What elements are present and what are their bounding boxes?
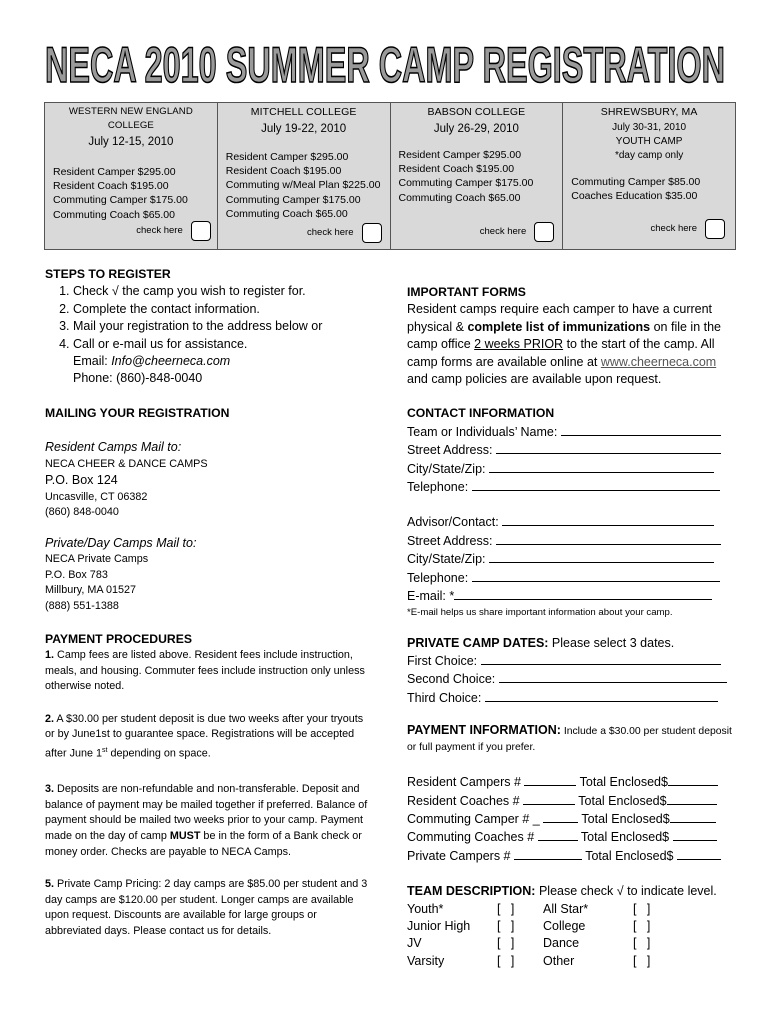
level-label: Dance — [543, 936, 580, 951]
level-checkbox[interactable]: [ ] — [497, 901, 515, 916]
steps-list — [45, 283, 375, 353]
level-label: JV — [407, 936, 422, 951]
payment-row[interactable]: Commuting Coaches # Total Enclosed$ — [407, 828, 732, 846]
payment-info-heading: PAYMENT INFORMATION: Include a $30.00 per student deposit or full payment if you prefer. — [407, 723, 732, 754]
website-link[interactable]: www.cheerneca.com — [600, 354, 717, 369]
level-checkbox[interactable]: [ ] — [497, 918, 515, 933]
date-choice-field[interactable]: First Choice: — [407, 652, 732, 670]
camp-name: WESTERN NEW ENGLAND COLLEGE — [68, 106, 193, 131]
contact-field[interactable]: Advisor/Contact: — [407, 513, 732, 531]
camp-checkbox[interactable] — [534, 222, 554, 242]
camp-name: MITCHELL COLLEGE — [250, 106, 357, 118]
level-checkbox[interactable]: [ ] — [633, 936, 651, 951]
contact-field[interactable]: Team or Individuals’ Name: — [407, 423, 732, 441]
procedure-5: 5. Private Camp Pricing: 2 day camps are $85.00 per student and 3 day camps are $120.00 per student. Longer camps are available upon request. Discounts are available for large groups or abbreviated days. Please contact us for details. — [45, 878, 368, 937]
email-note: *E-mail helps us share important information about your camp. — [407, 606, 673, 618]
contact-field[interactable]: Street Address: — [407, 532, 732, 550]
level-checkbox[interactable]: [ ] — [633, 918, 651, 933]
camp-type: YOUTH CAMP — [615, 136, 683, 147]
team-level-grid — [407, 901, 732, 971]
check-here-label: check here — [650, 223, 697, 234]
mailing-heading: MAILING YOUR REGISTRATION — [45, 405, 230, 420]
step-item: 2. Complete the contact information. — [73, 301, 375, 318]
procedure-1: 1. Camp fees are listed above. Resident fees include instruction, meals, and housing. Commuter fees include instruction only unless otherwise noted. — [45, 649, 365, 693]
camp-fee: Commuting Coach $65.00 — [398, 191, 521, 204]
payment-row[interactable]: Resident Campers # Total Enclosed$ — [407, 773, 732, 791]
steps-heading: STEPS TO REGISTER — [45, 267, 171, 281]
payment-row[interactable]: Resident Coaches # Total Enclosed$ — [407, 792, 732, 810]
resident-address-line: (860) 848-0040 — [45, 506, 119, 519]
contact-field[interactable]: Telephone: — [407, 569, 732, 587]
camp-name: BABSON COLLEGE — [427, 106, 526, 118]
level-label: Varsity — [407, 953, 445, 968]
level-checkbox[interactable]: [ ] — [633, 953, 651, 968]
procedure-3: 3. Deposits are non-refundable and non-transferable. Deposit and balance of payment may be mailed together if preferred. Balance of payment should be mailed two weeks prior to your camp. Payment made on the day of camp MUST be in the form of a Bank check or money order. Checks are payable to NECA Camps. — [45, 783, 368, 858]
camp-checkbox[interactable] — [191, 221, 211, 241]
level-label: College — [543, 918, 586, 933]
camp-checkbox[interactable] — [362, 223, 382, 243]
resident-address-line: Uncasville, CT 06382 — [45, 490, 148, 503]
camp-fee: Resident Coach $195.00 — [53, 180, 169, 193]
check-here-label: check here — [307, 227, 354, 238]
resident-mail-label: Resident Camps Mail to: — [45, 440, 182, 455]
level-checkbox[interactable]: [ ] — [633, 901, 651, 916]
camp-babson — [391, 103, 564, 249]
camp-fee: Commuting w/Meal Plan $225.00 — [225, 179, 381, 192]
step-item: 3. Mail your registration to the address below or — [73, 318, 375, 335]
camp-fee: Commuting Camper $175.00 — [398, 177, 534, 190]
contact-email: Email: Info@cheerneca.com — [73, 354, 231, 369]
camp-fee: Resident Camper $295.00 — [225, 151, 349, 163]
level-label: All Star* — [543, 901, 589, 916]
forms-text: Resident camps require each camper to have a current physical & complete list of immunizations on file in the camp office 2 weeks PRIOR to the start of the camp. All camp forms are available online at www.cheerneca.com and camp policies are available upon request. — [407, 302, 722, 387]
email-link[interactable]: Info@cheerneca.com — [111, 354, 231, 369]
camp-date: July 19-22, 2010 — [261, 123, 347, 135]
private-address-line: (888) 551-1388 — [45, 600, 119, 613]
camp-fee: Commuting Camper $175.00 — [225, 193, 361, 206]
check-here-label: check here — [479, 226, 527, 237]
forms-heading: IMPORTANT FORMS — [407, 285, 526, 299]
camp-checkbox[interactable] — [705, 219, 725, 239]
camp-fee: Resident Coach $195.00 — [398, 163, 515, 176]
step-item: 1. Check √ the camp you wish to register for. — [73, 283, 375, 300]
camp-fee: Commuting Coach $65.00 — [53, 208, 175, 221]
private-address-line: P.O. Box 783 — [45, 568, 108, 581]
camp-mitchell — [218, 103, 391, 249]
right-column — [407, 284, 732, 970]
resident-address-line: NECA CHEER & DANCE CAMPS — [45, 457, 208, 470]
contact-field[interactable]: Street Address: — [407, 441, 732, 459]
payment-row[interactable]: Commuting Camper # _ Total Enclosed$ — [407, 810, 732, 828]
step-item: 4. Call or e-mail us for assistance. — [73, 336, 375, 353]
camp-fee: Commuting Camper $175.00 — [53, 194, 188, 207]
date-choice-field[interactable]: Third Choice: — [407, 689, 732, 707]
camp-note: *day camp only — [614, 150, 684, 161]
level-label: Junior High — [407, 918, 471, 933]
camp-options-table — [44, 102, 736, 250]
payment-row[interactable]: Private Campers # Total Enclosed$ — [407, 847, 732, 865]
camp-shrewsbury — [563, 103, 735, 249]
private-mail-label: Private/Day Camps Mail to: — [45, 535, 197, 550]
procedure-2: 2. A $30.00 per student deposit is due two weeks after your tryouts or by June1st to guarantee space. Registrations will be accepted after June 1st depending on space. — [45, 712, 364, 760]
page-title — [0, 40, 770, 92]
date-choice-field[interactable]: Second Choice: — [407, 670, 732, 688]
level-checkbox[interactable]: [ ] — [497, 953, 515, 968]
camp-date: July 26-29, 2010 — [433, 123, 519, 135]
resident-address-line: P.O. Box 124 — [45, 473, 118, 488]
camp-fee: Coaches Education $35.00 — [571, 190, 698, 203]
camp-fee: Resident Camper $295.00 — [53, 166, 176, 178]
contact-field[interactable]: City/State/Zip: — [407, 460, 732, 478]
private-address-line: NECA Private Camps — [45, 553, 149, 566]
team-heading: TEAM DESCRIPTION: Please check √ to indicate level. — [407, 884, 717, 899]
camp-date: July 12-15, 2010 — [88, 136, 174, 148]
title-text: NECA 2010 SUMMER CAMP REGISTRATION — [45, 40, 725, 92]
camp-fee: Resident Camper $295.00 — [398, 149, 522, 161]
level-label: Other — [543, 953, 575, 968]
contact-heading: CONTACT INFORMATION — [407, 406, 555, 421]
check-here-label: check here — [136, 225, 183, 236]
payment-procedures-heading: PAYMENT PROCEDURES — [45, 631, 192, 646]
contact-field[interactable]: Telephone: — [407, 478, 732, 496]
contact-field[interactable]: E-mail: * — [407, 587, 732, 605]
private-address-line: Millbury, MA 01527 — [45, 584, 137, 597]
level-label: Youth* — [407, 901, 444, 916]
camp-western-new-england — [45, 103, 218, 249]
camp-fee: Resident Coach $195.00 — [225, 165, 342, 178]
camp-fee: Commuting Camper $85.00 — [571, 176, 701, 188]
camp-fee: Commuting Coach $65.00 — [225, 207, 348, 220]
private-dates-heading: PRIVATE CAMP DATES: Please select 3 dates. — [407, 635, 675, 650]
left-column — [45, 266, 375, 940]
contact-phone: Phone: (860)-848-0040 — [73, 371, 203, 386]
camp-date: July 30-31, 2010 — [612, 122, 687, 133]
level-checkbox[interactable]: [ ] — [497, 936, 515, 951]
contact-field[interactable]: City/State/Zip: — [407, 550, 732, 568]
camp-name: SHREWSBURY, MA — [600, 106, 698, 118]
